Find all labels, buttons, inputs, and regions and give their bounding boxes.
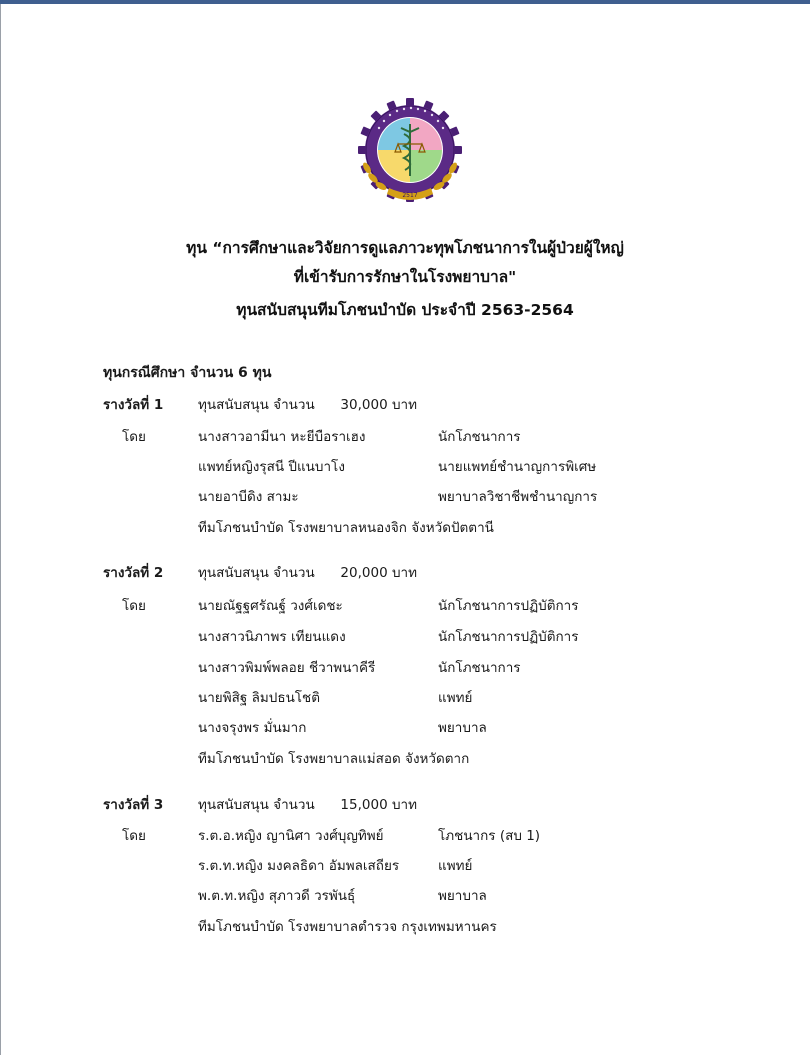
award-3-member-2-name: ร.ต.ท.หญิง มงคลธิดา อัมพลเสถียร [198, 858, 400, 874]
award-3-member-1-role: โภชนากร (สบ 1) [438, 828, 541, 844]
award-1-by-label: โดย [122, 429, 146, 445]
award-2-member-3-role: นักโภชนาการ [438, 660, 521, 676]
award-1-member-2-role: นายแพทย์ชำนาญการพิเศษ [438, 459, 597, 475]
award-1-member-3-role: พยาบาลวิชาชีพชำนาญการ [438, 489, 598, 505]
award-2-fund: ทุนสนับสนุน จำนวน 20,000 บาท [198, 565, 418, 581]
seal-year: 2517 [402, 192, 418, 199]
award-2-member-4-name: นายพิสิฐ ลิมปธนโชติ [198, 690, 320, 706]
award-1-member-1-role: นักโภชนาการ [438, 429, 521, 445]
award-1-label: รางวัลที่ 1 [103, 397, 164, 413]
award-2-member-4-role: แพทย์ [438, 690, 473, 706]
award-2-member-2-role: นักโภชนาการปฏิบัติการ [438, 629, 579, 645]
award-2-team: ทีมโภชนบำบัด โรงพยาบาลแม่สอด จังหวัดตาก [198, 751, 470, 767]
award-1-member-2-name: แพทย์หญิงรุสนี ปีแนบาโง [198, 459, 345, 475]
title-line-3: ทุนสนับสนุนทีมโภชนบำบัด ประจำปี 2563-2564 [236, 301, 574, 319]
scholarship-heading: ทุนกรณีศึกษา จำนวน 6 ทุน [103, 365, 272, 381]
award-2-member-2-name: นางสาวนิภาพร เทียนแดง [198, 629, 346, 645]
award-3-by-label: โดย [122, 828, 146, 844]
award-3-member-1-name: ร.ต.อ.หญิง ญานิศา วงศ์บุญทิพย์ [198, 828, 384, 844]
award-3-member-2-role: แพทย์ [438, 858, 473, 874]
award-2-member-5-role: พยาบาล [438, 720, 487, 736]
award-2-member-3-name: นางสาวพิมพ์พลอย ชีวาพนาคีรี [198, 660, 376, 676]
award-1-member-3-name: นายอาบีดิง สามะ [198, 489, 299, 505]
award-3-member-3-name: พ.ต.ท.หญิง สุภาวดี วรพันธุ์ [198, 888, 356, 904]
award-2-member-1-role: นักโภชนาการปฏิบัติการ [438, 598, 579, 614]
association-seal-logo [357, 98, 463, 210]
award-1-member-1-name: นางสาวอามีนา หะยีบือราเฮง [198, 429, 366, 445]
award-3-fund: ทุนสนับสนุน จำนวน 15,000 บาท [198, 797, 418, 813]
title-line-1: ทุน “การศึกษาและวิจัยการดูแลภาวะทุพโภชนาการในผู้ป่วยผู้ใหญ่ [186, 239, 624, 257]
award-3-label: รางวัลที่ 3 [103, 797, 164, 813]
title-line-2: ที่เข้ารับการรักษาในโรงพยาบาล" [293, 268, 517, 286]
award-2-member-1-name: นายณัฐฐศรัณฐ์ วงศ์เดชะ [198, 598, 343, 614]
award-3-team: ทีมโภชนบำบัด โรงพยาบาลตำรวจ กรุงเทพมหานคร [198, 919, 497, 935]
award-2-by-label: โดย [122, 598, 146, 614]
award-3-member-3-role: พยาบาล [438, 888, 487, 904]
award-1-team: ทีมโภชนบำบัด โรงพยาบาลหนองจิก จังหวัดปัตตานี [198, 520, 494, 536]
award-2-label: รางวัลที่ 2 [103, 565, 164, 581]
award-1-fund: ทุนสนับสนุน จำนวน 30,000 บาท [198, 397, 418, 413]
award-2-member-5-name: นางจรุงพร มั่นมาก [198, 720, 307, 736]
